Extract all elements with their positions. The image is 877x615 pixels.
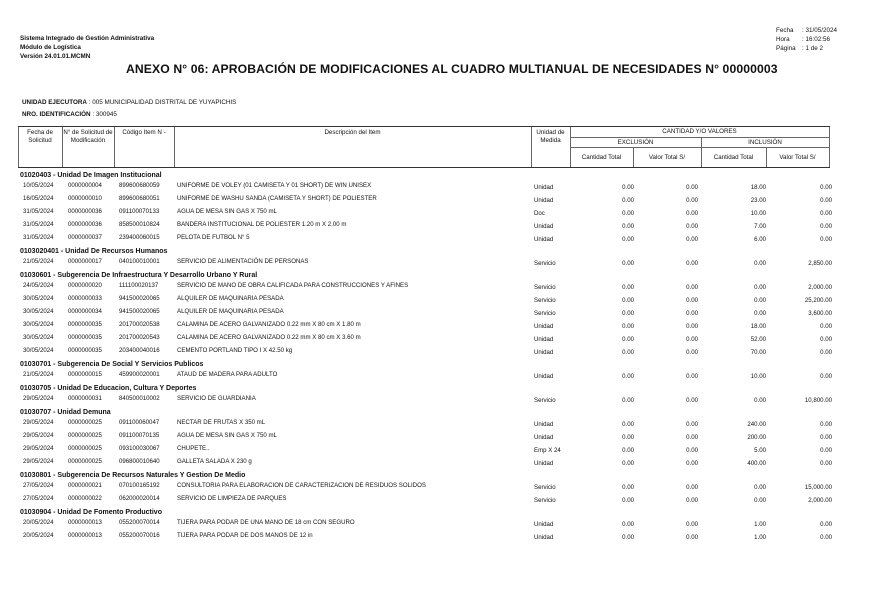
cell-codigo: 091100070133 [119,208,160,215]
version: Versión 24.01.01.MCMN [20,53,91,60]
cell-excl-valor: 0.00 [686,336,698,343]
cell-excl-cantidad: 0.00 [622,497,634,504]
cell-fecha: 30/05/2024 [23,321,54,328]
col-codigo: Código Item N - [122,129,166,136]
cell-codigo: 091100060047 [119,419,160,426]
cell-incl-valor: 2,850.00 [808,260,832,267]
cell-descripcion: AGUA DE MESA SIN GAS X 750 mL [177,432,277,439]
cell-unidad-medida: Unidad [534,223,554,230]
cell-fecha: 30/05/2024 [23,308,54,315]
cell-fecha: 31/05/2024 [23,208,54,215]
cell-fecha: 29/05/2024 [23,419,54,426]
table-row [0,321,877,331]
table-row [0,419,877,429]
cell-excl-cantidad: 0.00 [622,534,634,541]
cell-descripcion: BANDERA INSTITUCIONAL DE POLIESTER 1.20 m X 2.00 m [177,221,347,228]
table-row [0,221,877,231]
table-row [0,495,877,505]
table-header [18,126,830,168]
cell-descripcion: CEMENTO PORTLAND TIPO I X 42.50 kg [177,347,293,354]
cell-excl-valor: 0.00 [686,521,698,528]
cell-incl-valor: 0.00 [820,236,832,243]
cell-excl-cantidad: 0.00 [622,297,634,304]
cell-excl-valor: 0.00 [686,236,698,243]
cell-excl-valor: 0.00 [686,260,698,267]
cell-excl-cantidad: 0.00 [622,421,634,428]
cell-incl-cantidad: 0.00 [754,497,766,504]
table-row [0,295,877,305]
system-name: Sistema Integrado de Gestión Administrativa [20,35,155,42]
cell-descripcion: SERVICIO DE LIMPIEZA DE PARQUES [177,495,287,502]
col-cantidad: CANTIDAD Y/O VALORES [662,128,737,135]
cell-codigo: 203400040016 [119,347,160,354]
cell-excl-valor: 0.00 [686,534,698,541]
table-row [0,395,877,405]
cell-fecha: 30/05/2024 [23,334,54,341]
cell-solicitud: 0000000033 [68,295,102,302]
cell-solicitud: 0000000013 [68,532,102,539]
cell-incl-cantidad: 18.00 [750,184,766,191]
cell-incl-cantidad: 5.00 [754,447,766,454]
cell-excl-cantidad: 0.00 [622,323,634,330]
cell-incl-valor: 3,600.00 [808,310,832,317]
cell-solicitud: 0000000004 [68,182,102,189]
group-title: 01030701 - Subgerencia De Social Y Servicios Publicos [20,361,204,368]
cell-solicitud: 0000000036 [68,221,102,228]
cell-incl-valor: 0.00 [820,336,832,343]
cell-excl-valor: 0.00 [686,447,698,454]
cell-unidad-medida: Unidad [534,460,554,467]
system-info [20,34,154,61]
cell-fecha: 30/05/2024 [23,295,54,302]
cell-solicitud: 0000000025 [68,432,102,439]
cell-incl-valor: 0.00 [820,534,832,541]
table-row [0,458,877,468]
cell-excl-cantidad: 0.00 [622,336,634,343]
group-title: 01030801 - Subgerencia De Recursos Naturales Y Gestion De Medio [20,472,246,479]
col-solicitud: N° de Solicitud de Modificación [63,129,113,144]
cell-incl-valor: 0.00 [820,349,832,356]
cell-fecha: 24/05/2024 [23,282,54,289]
cell-fecha: 29/05/2024 [23,432,54,439]
cell-excl-valor: 0.00 [686,184,698,191]
cell-descripcion: ATAUD DE MADERA PARA ADULTO [177,371,278,378]
cell-descripcion: PELOTA DE FUTBOL N° 5 [177,234,250,241]
cell-excl-valor: 0.00 [686,421,698,428]
table-row [0,258,877,268]
cell-fecha: 21/05/2024 [23,258,54,265]
cell-excl-cantidad: 0.00 [622,284,634,291]
table-row [0,334,877,344]
pagina-label: Página [776,44,796,52]
cell-solicitud: 0000000034 [68,308,102,315]
cell-incl-valor: 0.00 [820,210,832,217]
cell-descripcion: CONSULTORIA PARA ELABORACION DE CARACTERIZACION DE RESIDUOS SOLIDOS [177,482,426,489]
cell-codigo: 055200070014 [119,519,160,526]
cell-incl-cantidad: 0.00 [754,260,766,267]
cell-excl-valor: 0.00 [686,497,698,504]
cell-fecha: 29/05/2024 [23,445,54,452]
cell-incl-cantidad: 10.00 [750,210,766,217]
cell-unidad-medida: Unidad [534,336,554,343]
cell-excl-cantidad: 0.00 [622,310,634,317]
cell-unidad-medida: Unidad [534,184,554,191]
cell-descripcion: UNIFORME DE WASHU SANDA (CAMISETA Y SHORT) DE POLIESTER [177,195,377,202]
cell-incl-cantidad: 1.00 [754,521,766,528]
cell-excl-cantidad: 0.00 [622,223,634,230]
cell-fecha: 29/05/2024 [23,458,54,465]
col-valor-total: Valor Total S/ [648,154,686,161]
table-row [0,234,877,244]
cell-codigo: 093100030067 [119,445,160,452]
cell-solicitud: 0000000035 [68,321,102,328]
cell-excl-valor: 0.00 [686,310,698,317]
cell-codigo: 091100070135 [119,432,160,439]
cell-unidad-medida: Servicio [534,297,556,304]
table-row [0,482,877,492]
col-exclusion: EXCLUSIÓN [617,139,654,146]
cell-codigo: 239400060015 [119,234,160,241]
cell-descripcion: CALAMINA DE ACERO GALVANIZADO 0.22 mm X 80 cm X 3.60 m [177,334,361,341]
cell-unidad-medida: Unidad [534,323,554,330]
cell-incl-valor: 0.00 [820,460,832,467]
cell-codigo: 899600680051 [119,195,160,202]
cell-fecha: 27/05/2024 [23,495,54,502]
report-meta [776,27,837,53]
cell-codigo: 055200070016 [119,532,160,539]
cell-unidad-medida: Emp X 24 [534,447,561,454]
cell-solicitud: 0000000020 [68,282,102,289]
cell-incl-cantidad: 0.00 [754,484,766,491]
cell-incl-cantidad: 0.00 [754,297,766,304]
cell-fecha: 30/05/2024 [23,347,54,354]
cell-solicitud: 0000000036 [68,208,102,215]
cell-excl-cantidad: 0.00 [622,484,634,491]
cell-solicitud: 0000000025 [68,419,102,426]
table-row [0,182,877,192]
table-row [0,445,877,455]
table-row [0,308,877,318]
page-title: ANEXO N° 06: APROBACIÓN DE MODIFICACIONES AL CUADRO MULTIANUAL DE NECESIDADES N° 00000003 [126,62,778,76]
cell-solicitud: 0000000017 [68,258,102,265]
fecha-label: Fecha [776,27,794,34]
cell-incl-valor: 2,000.00 [808,284,832,291]
cell-solicitud: 0000000031 [68,395,102,402]
cell-excl-cantidad: 0.00 [622,373,634,380]
unidad-value: : 005 MUNICIPALIDAD DISTRITAL DE YUYAPICHIS [88,99,237,106]
cell-unidad-medida: Doc [534,210,545,217]
cell-unidad-medida: Unidad [534,434,554,441]
cell-excl-cantidad: 0.00 [622,447,634,454]
cell-unidad-medida: Unidad [534,534,554,541]
cell-incl-cantidad: 0.00 [754,397,766,404]
cell-excl-valor: 0.00 [686,197,698,204]
cell-excl-valor: 0.00 [686,460,698,467]
hora-value: : 16:02:56 [802,35,831,43]
cell-unidad-medida: Unidad [534,421,554,428]
cell-excl-valor: 0.00 [686,349,698,356]
cell-descripcion: AGUA DE MESA SIN GAS X 750 mL [177,208,277,215]
cell-incl-cantidad: 7.00 [754,223,766,230]
cell-descripcion: TIJERA PARA PODAR DE DOS MANOS DE 12 in [177,532,313,539]
cell-excl-cantidad: 0.00 [622,236,634,243]
cell-incl-cantidad: 70.00 [750,349,766,356]
cell-solicitud: 0000000021 [68,482,102,489]
cell-excl-cantidad: 0.00 [622,184,634,191]
cell-descripcion: SERVICIO DE ALIMENTACIÓN DE PERSONAS [177,258,309,265]
cell-incl-valor: 15,000.00 [804,484,832,491]
cell-codigo: 062000020014 [119,495,160,502]
nro-identificacion [22,111,117,118]
col-cant-total: Cantidad Total [581,154,622,161]
group-title: 01030705 - Unidad De Educacion, Cultura Y Deportes [20,385,197,392]
cell-descripcion: CALAMINA DE ACERO GALVANIZADO 0.22 mm X 80 cm X 1.80 m [177,321,361,328]
cell-unidad-medida: Servicio [534,310,556,317]
cell-codigo: 899600680059 [119,182,160,189]
cell-incl-cantidad: 6.00 [754,236,766,243]
cell-excl-valor: 0.00 [686,223,698,230]
cell-incl-valor: 0.00 [820,197,832,204]
cell-fecha: 27/05/2024 [23,482,54,489]
cell-excl-cantidad: 0.00 [622,260,634,267]
cell-unidad-medida: Servicio [534,260,556,267]
table-row [0,195,877,205]
cell-solicitud: 0000000015 [68,371,102,378]
nro-label: NRO. IDENTIFICACIÓN [22,111,91,118]
cell-unidad-medida: Servicio [534,484,556,491]
col-valor-total-2: Valor Total S/ [779,154,816,161]
table-row [0,208,877,218]
cell-excl-cantidad: 0.00 [622,349,634,356]
group-title: 01030707 - Unidad Demuna [20,409,111,416]
col-unidad: Unidad de Medida [536,129,565,144]
cell-fecha: 31/05/2024 [23,221,54,228]
cell-incl-valor: 0.00 [820,184,832,191]
cell-fecha: 20/05/2024 [23,532,54,539]
cell-unidad-medida: Servicio [534,284,556,291]
cell-incl-cantidad: 23.00 [750,197,766,204]
cell-solicitud: 0000000010 [68,195,102,202]
cell-descripcion: NECTAR DE FRUTAS X 350 mL [177,419,266,426]
cell-incl-valor: 0.00 [820,447,832,454]
hora-label: Hora [776,35,790,43]
table-row [0,282,877,292]
cell-incl-cantidad: 0.00 [754,284,766,291]
cell-incl-valor: 0.00 [820,434,832,441]
cell-incl-cantidad: 0.00 [754,310,766,317]
cell-codigo: 858500010824 [119,221,160,228]
cell-excl-cantidad: 0.00 [622,397,634,404]
cell-codigo: 201700020538 [119,321,160,328]
group-title: 0103020401 - Unidad De Recursos Humanos [20,248,168,255]
cell-unidad-medida: Servicio [534,397,556,404]
unidad-label: UNIDAD EJECUTORA [22,99,87,106]
cell-incl-valor: 0.00 [820,373,832,380]
group-title: 01030904 - Unidad De Fomento Productivo [20,509,162,516]
table-row [0,432,877,442]
cell-excl-valor: 0.00 [686,434,698,441]
cell-incl-valor: 25,200.00 [804,297,832,304]
cell-fecha: 20/05/2024 [23,519,54,526]
cell-codigo: 459900020001 [119,371,160,378]
module-name: Módulo de Logística [20,44,81,51]
fecha-value: : 31/05/2024 [802,27,838,34]
cell-solicitud: 0000000035 [68,347,102,354]
cell-excl-cantidad: 0.00 [622,434,634,441]
cell-descripcion: CHUPETE.. [177,445,210,452]
cell-codigo: 096800010640 [119,458,160,465]
cell-solicitud: 0000000035 [68,334,102,341]
cell-excl-cantidad: 0.00 [622,521,634,528]
cell-incl-valor: 2,000.00 [808,497,832,504]
cell-codigo: 201700020543 [119,334,160,341]
cell-incl-cantidad: 52.00 [750,336,766,343]
cell-excl-cantidad: 0.00 [622,460,634,467]
cell-fecha: 10/05/2024 [23,182,54,189]
cell-incl-cantidad: 1.00 [754,534,766,541]
unidad-ejecutora [22,99,236,106]
cell-excl-valor: 0.00 [686,210,698,217]
col-descripcion: Descripción del Item [324,129,381,136]
cell-incl-valor: 0.00 [820,323,832,330]
cell-excl-cantidad: 0.00 [622,210,634,217]
cell-solicitud: 0000000013 [68,519,102,526]
cell-fecha: 21/05/2024 [23,371,54,378]
cell-descripcion: ALQUILER DE MAQUINARIA PESADA [177,295,284,302]
cell-unidad-medida: Unidad [534,521,554,528]
cell-descripcion: UNIFORME DE VOLEY (01 CAMISETA Y 01 SHORT) DE WIN UNISEX [177,182,372,189]
cell-incl-valor: 10,800.00 [804,397,832,404]
cell-unidad-medida: Unidad [534,373,554,380]
cell-codigo: 941500020065 [119,295,160,302]
cell-codigo: 040100010001 [119,258,160,265]
cell-incl-valor: 0.00 [820,223,832,230]
group-title: 01020403 - Unidad De Imagen Institucional [20,172,162,179]
table-row [0,347,877,357]
cell-solicitud: 0000000022 [68,495,102,502]
cell-codigo: 070100165192 [119,482,160,489]
pagina-value: : 1 de 2 [802,44,824,52]
cell-excl-valor: 0.00 [686,484,698,491]
table-row [0,532,877,542]
cell-codigo: 840500010002 [119,395,160,402]
col-inclusion: INCLUSIÓN [748,139,782,146]
cell-excl-valor: 0.00 [686,323,698,330]
col-cant-total-2: Cantidad Total [713,154,754,161]
table-row [0,371,877,381]
cell-solicitud: 0000000025 [68,445,102,452]
cell-incl-cantidad: 200.00 [747,434,766,441]
cell-incl-valor: 0.00 [820,421,832,428]
group-title: 01030601 - Subgerencia De Infraestructura Y Desarrollo Urbano Y Rural [20,272,258,279]
cell-codigo: 111100020137 [119,282,159,289]
cell-excl-valor: 0.00 [686,284,698,291]
cell-unidad-medida: Servicio [534,497,556,504]
cell-incl-cantidad: 240.00 [747,421,766,428]
cell-descripcion: TIJERA PARA PODAR DE UNA MANO DE 18 cm CON SEGURO [177,519,355,526]
cell-descripcion: GALLETA SALADA X 230 g [177,458,252,465]
table-row [0,519,877,529]
cell-fecha: 16/05/2024 [23,195,54,202]
cell-incl-valor: 0.00 [820,521,832,528]
cell-excl-cantidad: 0.00 [622,197,634,204]
cell-unidad-medida: Unidad [534,197,554,204]
cell-descripcion: SERVICIO DE MANO DE OBRA CALIFICADA PARA CONSTRUCCIONES Y AFINES [177,282,409,289]
cell-excl-valor: 0.00 [686,397,698,404]
cell-unidad-medida: Unidad [534,236,554,243]
cell-descripcion: SERVICIO DE GUARDIANIA [177,395,256,402]
cell-codigo: 941500020065 [119,308,160,315]
cell-unidad-medida: Unidad [534,349,554,356]
cell-excl-valor: 0.00 [686,373,698,380]
cell-solicitud: 0000000025 [68,458,102,465]
cell-descripcion: ALQUILER DE MAQUINARIA PESADA [177,308,284,315]
col-fecha: Fecha de Solicitud [27,129,53,144]
nro-value: : 300945 [92,111,117,118]
cell-excl-valor: 0.00 [686,297,698,304]
cell-incl-cantidad: 18.00 [750,323,766,330]
cell-solicitud: 0000000037 [68,234,102,241]
cell-fecha: 31/05/2024 [23,234,54,241]
cell-incl-cantidad: 400.00 [747,460,766,467]
cell-fecha: 29/05/2024 [23,395,54,402]
cell-incl-cantidad: 10.00 [750,373,766,380]
